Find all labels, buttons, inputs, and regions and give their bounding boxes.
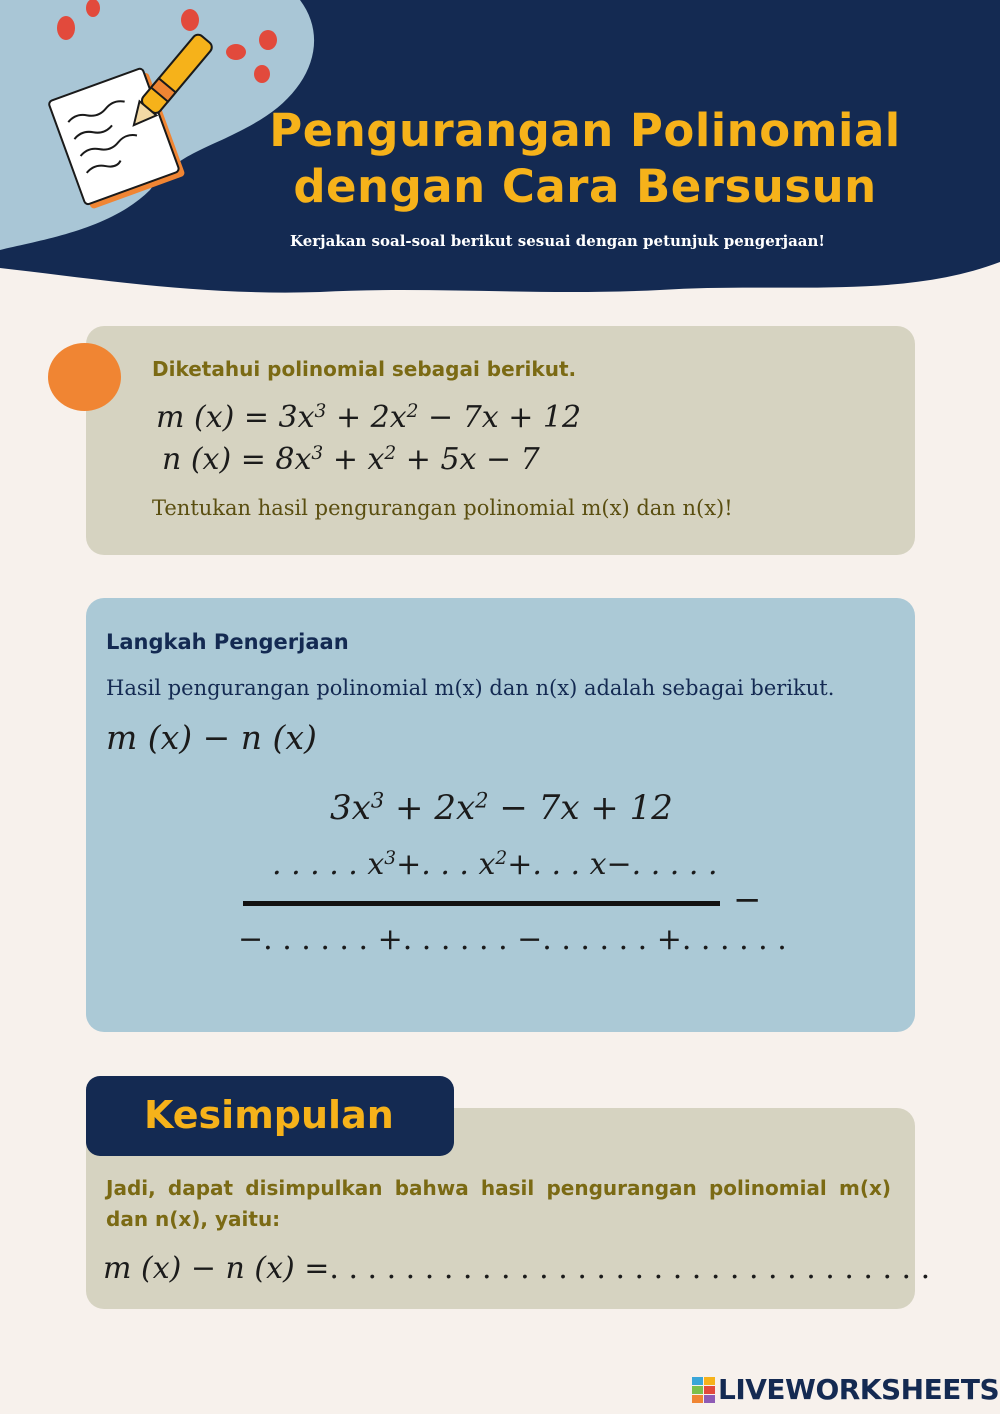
equation-m [156, 400, 581, 435]
row2-term1: . . . . . x [272, 847, 385, 882]
orange-dot-icon [48, 343, 121, 411]
subtraction-result-input[interactable]: −. . . . . . +. . . . . . −. . . . . . +. . . . . . [238, 922, 787, 957]
equation-m-term3: − 7x + 12 [428, 400, 582, 435]
problem-intro: Diketahui polinomial sebagai berikut. [152, 357, 577, 381]
row1-term1: 3x [330, 788, 371, 828]
page-title-line2: dengan Cara Bersusun [293, 160, 877, 213]
equation-n-term3: + 5x − 7 [405, 442, 540, 477]
subtraction-row-2-input[interactable] [272, 847, 717, 882]
page-title [200, 103, 970, 215]
row1-exp1: 3 [370, 787, 385, 813]
notebook-pen-icon [28, 26, 218, 216]
equation-n-term1: 8x [275, 442, 312, 477]
equation-m-exp2: 2 [406, 400, 419, 422]
row2-exp1: 3 [384, 847, 397, 869]
equation-n-lhs: n (x) = [162, 442, 266, 477]
conclusion-answer-lhs: m (x) − n (x) = [103, 1251, 330, 1286]
steps-text: Hasil pengurangan polinomial m(x) dan n(x) adalah sebagai berikut. [106, 676, 835, 700]
equation-n-term2: + x [332, 442, 385, 477]
equation-n-exp2: 2 [384, 442, 397, 464]
equation-m-term1: 3x [278, 400, 315, 435]
conclusion-text: Jadi, dapat disimpulkan bahwa hasil pengurangan polinomial m(x) dan n(x), yaitu: [106, 1176, 891, 1231]
problem-question: Tentukan hasil pengurangan polinomial m(x) dan n(x)! [152, 496, 733, 520]
page-title-line1: Pengurangan Polinomial [269, 104, 901, 157]
row2-exp2: 2 [495, 847, 508, 869]
row2-term3: +. . . x−. . . . . [507, 847, 718, 882]
liveworksheets-logo [692, 1373, 999, 1406]
subtraction-row-1 [330, 788, 673, 828]
conclusion-answer [103, 1251, 930, 1286]
conclusion-answer-input[interactable]: . . . . . . . . . . . . . . . . . . . . . . . . . . . . . . . . [329, 1251, 931, 1286]
liveworksheets-logo-icon [692, 1377, 716, 1403]
conclusion-title: Kesimpulan [144, 1093, 394, 1137]
subtraction-minus-sign: − [733, 880, 762, 920]
steps-heading: Langkah Pengerjaan [106, 630, 349, 654]
row2-term2: +. . . x [396, 847, 496, 882]
row1-exp2: 2 [475, 787, 489, 813]
row1-term2: + 2x [395, 788, 476, 828]
row1-term3: − 7x + 12 [499, 788, 673, 828]
instruction-text: Kerjakan soal-soal berikut sesuai dengan petunjuk pengerjaan! [290, 232, 826, 250]
equation-m-exp1: 3 [314, 400, 327, 422]
equation-m-term2: + 2x [335, 400, 407, 435]
subtraction-line [243, 901, 720, 906]
liveworksheets-brand-text: LIVEWORKSHEETS [718, 1373, 1000, 1406]
equation-n-exp1: 3 [311, 442, 324, 464]
equation-n [162, 442, 540, 477]
steps-expression: m (x) − n (x) [106, 718, 317, 757]
equation-m-lhs: m (x) = [156, 400, 269, 435]
